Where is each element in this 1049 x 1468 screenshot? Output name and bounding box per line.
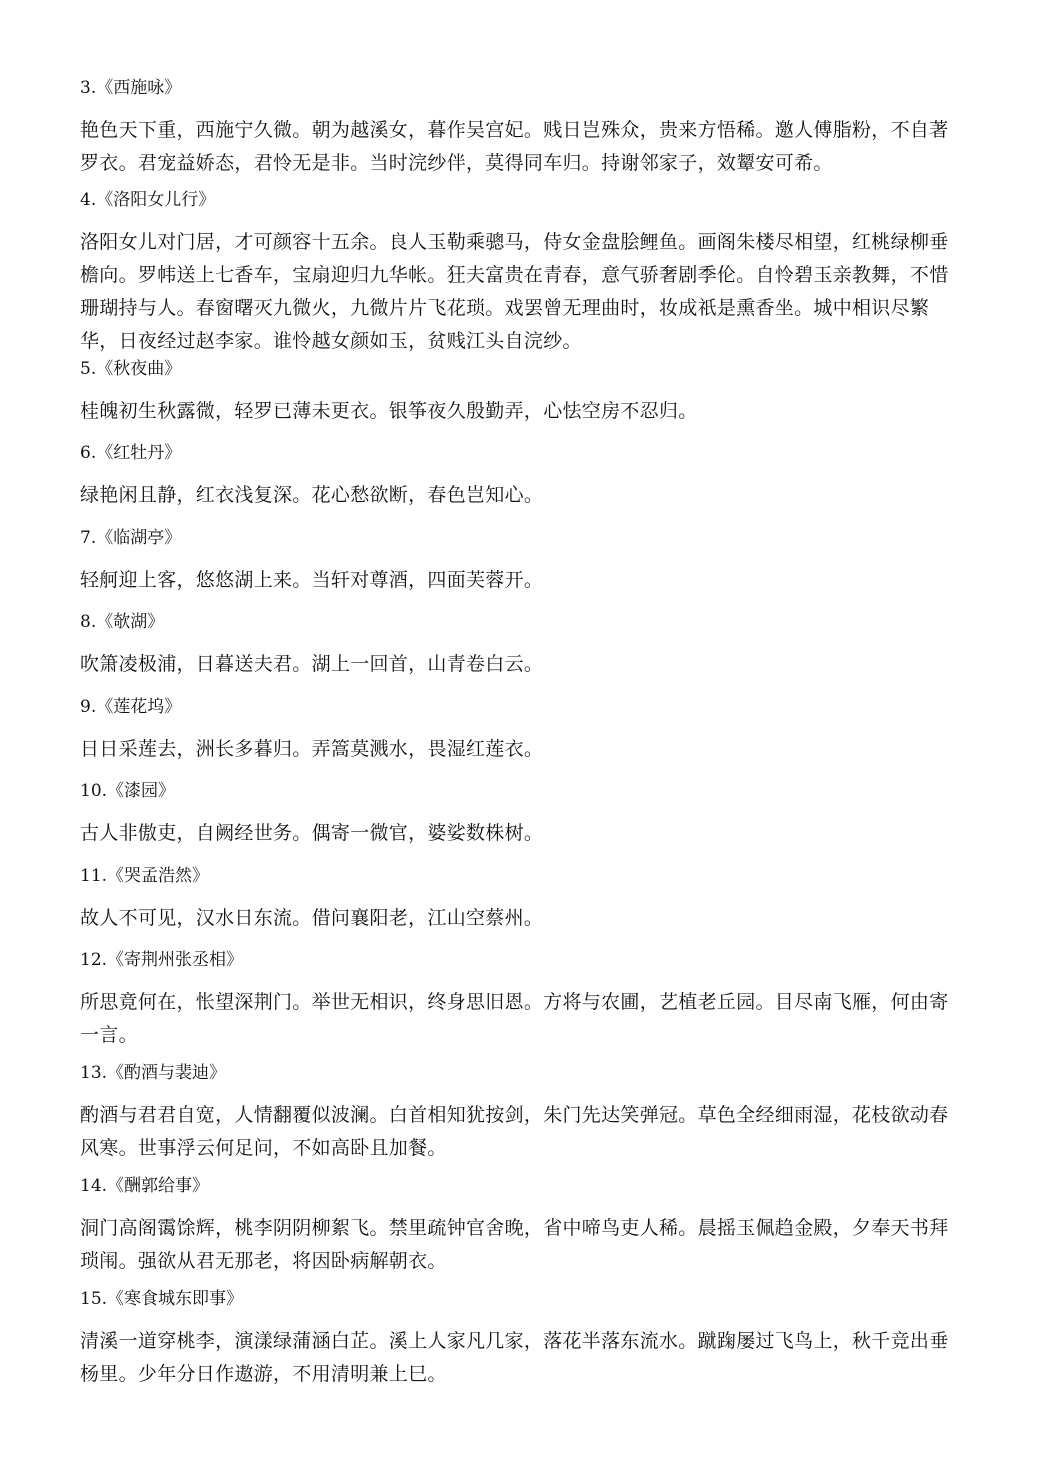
poem-title: 14.《酬郭给事》: [80, 1176, 210, 1196]
poem-body: 洛阳女儿对门居，才可颜容十五余。良人玉勒乘骢马，侍女金盘脍鲤鱼。画阁朱楼尽相望，红桃绿柳垂檐向。罗帏送上七香车，宝扇迎归九华帐。狂夫富贵在青春，意气骄奢剧季伦。自怜碧玉亲教舞，不惜珊瑚持与人。春窗曙灭九微火，九微片片飞花琐。戏罢曾无理曲时，妆成祇是熏香坐。城中相识尽繁华，日夜经过赵李家。谁怜越女颜如玉，贫贱江头自浣纱。: [80, 231, 949, 352]
poem-body: 故人不可见，汉水日东流。借问襄阳老，江山空蔡州。: [80, 907, 544, 929]
poem-body: 艳色天下重，西施宁久微。朝为越溪女，暮作吴宫妃。贱日岂殊众，贵来方悟稀。邀人傅脂粉，不自著罗衣。君宠益娇态，君怜无是非。当时浣纱伴，莫得同车归。持谢邻家子，效颦安可希。: [80, 119, 949, 174]
poem-body: 酌酒与君君自宽，人情翻覆似波澜。白首相知犹按剑，朱门先达笑弹冠。草色全经细雨湿，花枝欲动春风寒。世事浮云何足问，不如高卧且加餐。: [80, 1104, 949, 1159]
poem-title: 13.《酌酒与裴迪》: [80, 1063, 227, 1083]
poem-body: 桂魄初生秋露微，轻罗已薄未更衣。银筝夜久殷勤弄，心怯空房不忍归。: [80, 400, 698, 422]
poem-title: 6.《红牡丹》: [80, 443, 182, 463]
poem-body: 古人非傲吏，自阙经世务。偶寄一微官，婆娑数株树。: [80, 822, 544, 844]
poem-title: 4.《洛阳女儿行》: [80, 190, 216, 210]
poem-body: 绿艳闲且静，红衣浅复深。花心愁欲断，春色岂知心。: [80, 484, 544, 506]
poem-body: 所思竟何在，怅望深荆门。举世无相识，终身思旧恩。方将与农圃，艺植老丘园。目尽南飞雁，何由寄一言。: [80, 991, 949, 1046]
poem-title: 10.《漆园》: [80, 781, 176, 801]
poem-title: 12.《寄荆州张丞相》: [80, 950, 244, 970]
poem-title: 7.《临湖亭》: [80, 528, 182, 548]
poem-body: 洞门高阁霭馀辉，桃李阴阴柳絮飞。禁里疏钟官舍晚，省中啼鸟吏人稀。晨摇玉佩趋金殿，夕奉天书拜琐闱。强欲从君无那老，将因卧病解朝衣。: [80, 1217, 949, 1272]
poem-title: 15.《寒食城东即事》: [80, 1289, 244, 1309]
poem-title: 5.《秋夜曲》: [80, 359, 182, 379]
poem-title: 8.《欹湖》: [80, 612, 165, 632]
poem-title: 9.《莲花坞》: [80, 697, 182, 717]
poem-body: 日日采莲去，洲长多暮归。弄篙莫溅水，畏湿红莲衣。: [80, 738, 544, 760]
poem-body: 吹箫凌极浦，日暮送夫君。湖上一回首，山青卷白云。: [80, 653, 544, 675]
poem-body: 清溪一道穿桃李，演漾绿蒲涵白芷。溪上人家凡几家，落花半落东流水。蹴踘屡过飞鸟上，秋千竞出垂杨里。少年分日作遨游，不用清明兼上巳。: [80, 1330, 949, 1385]
poem-title: 3.《西施咏》: [80, 78, 182, 98]
poem-body: 轻舸迎上客，悠悠湖上来。当轩对尊酒，四面芙蓉开。: [80, 569, 544, 591]
poem-title: 11.《哭孟浩然》: [80, 866, 210, 886]
